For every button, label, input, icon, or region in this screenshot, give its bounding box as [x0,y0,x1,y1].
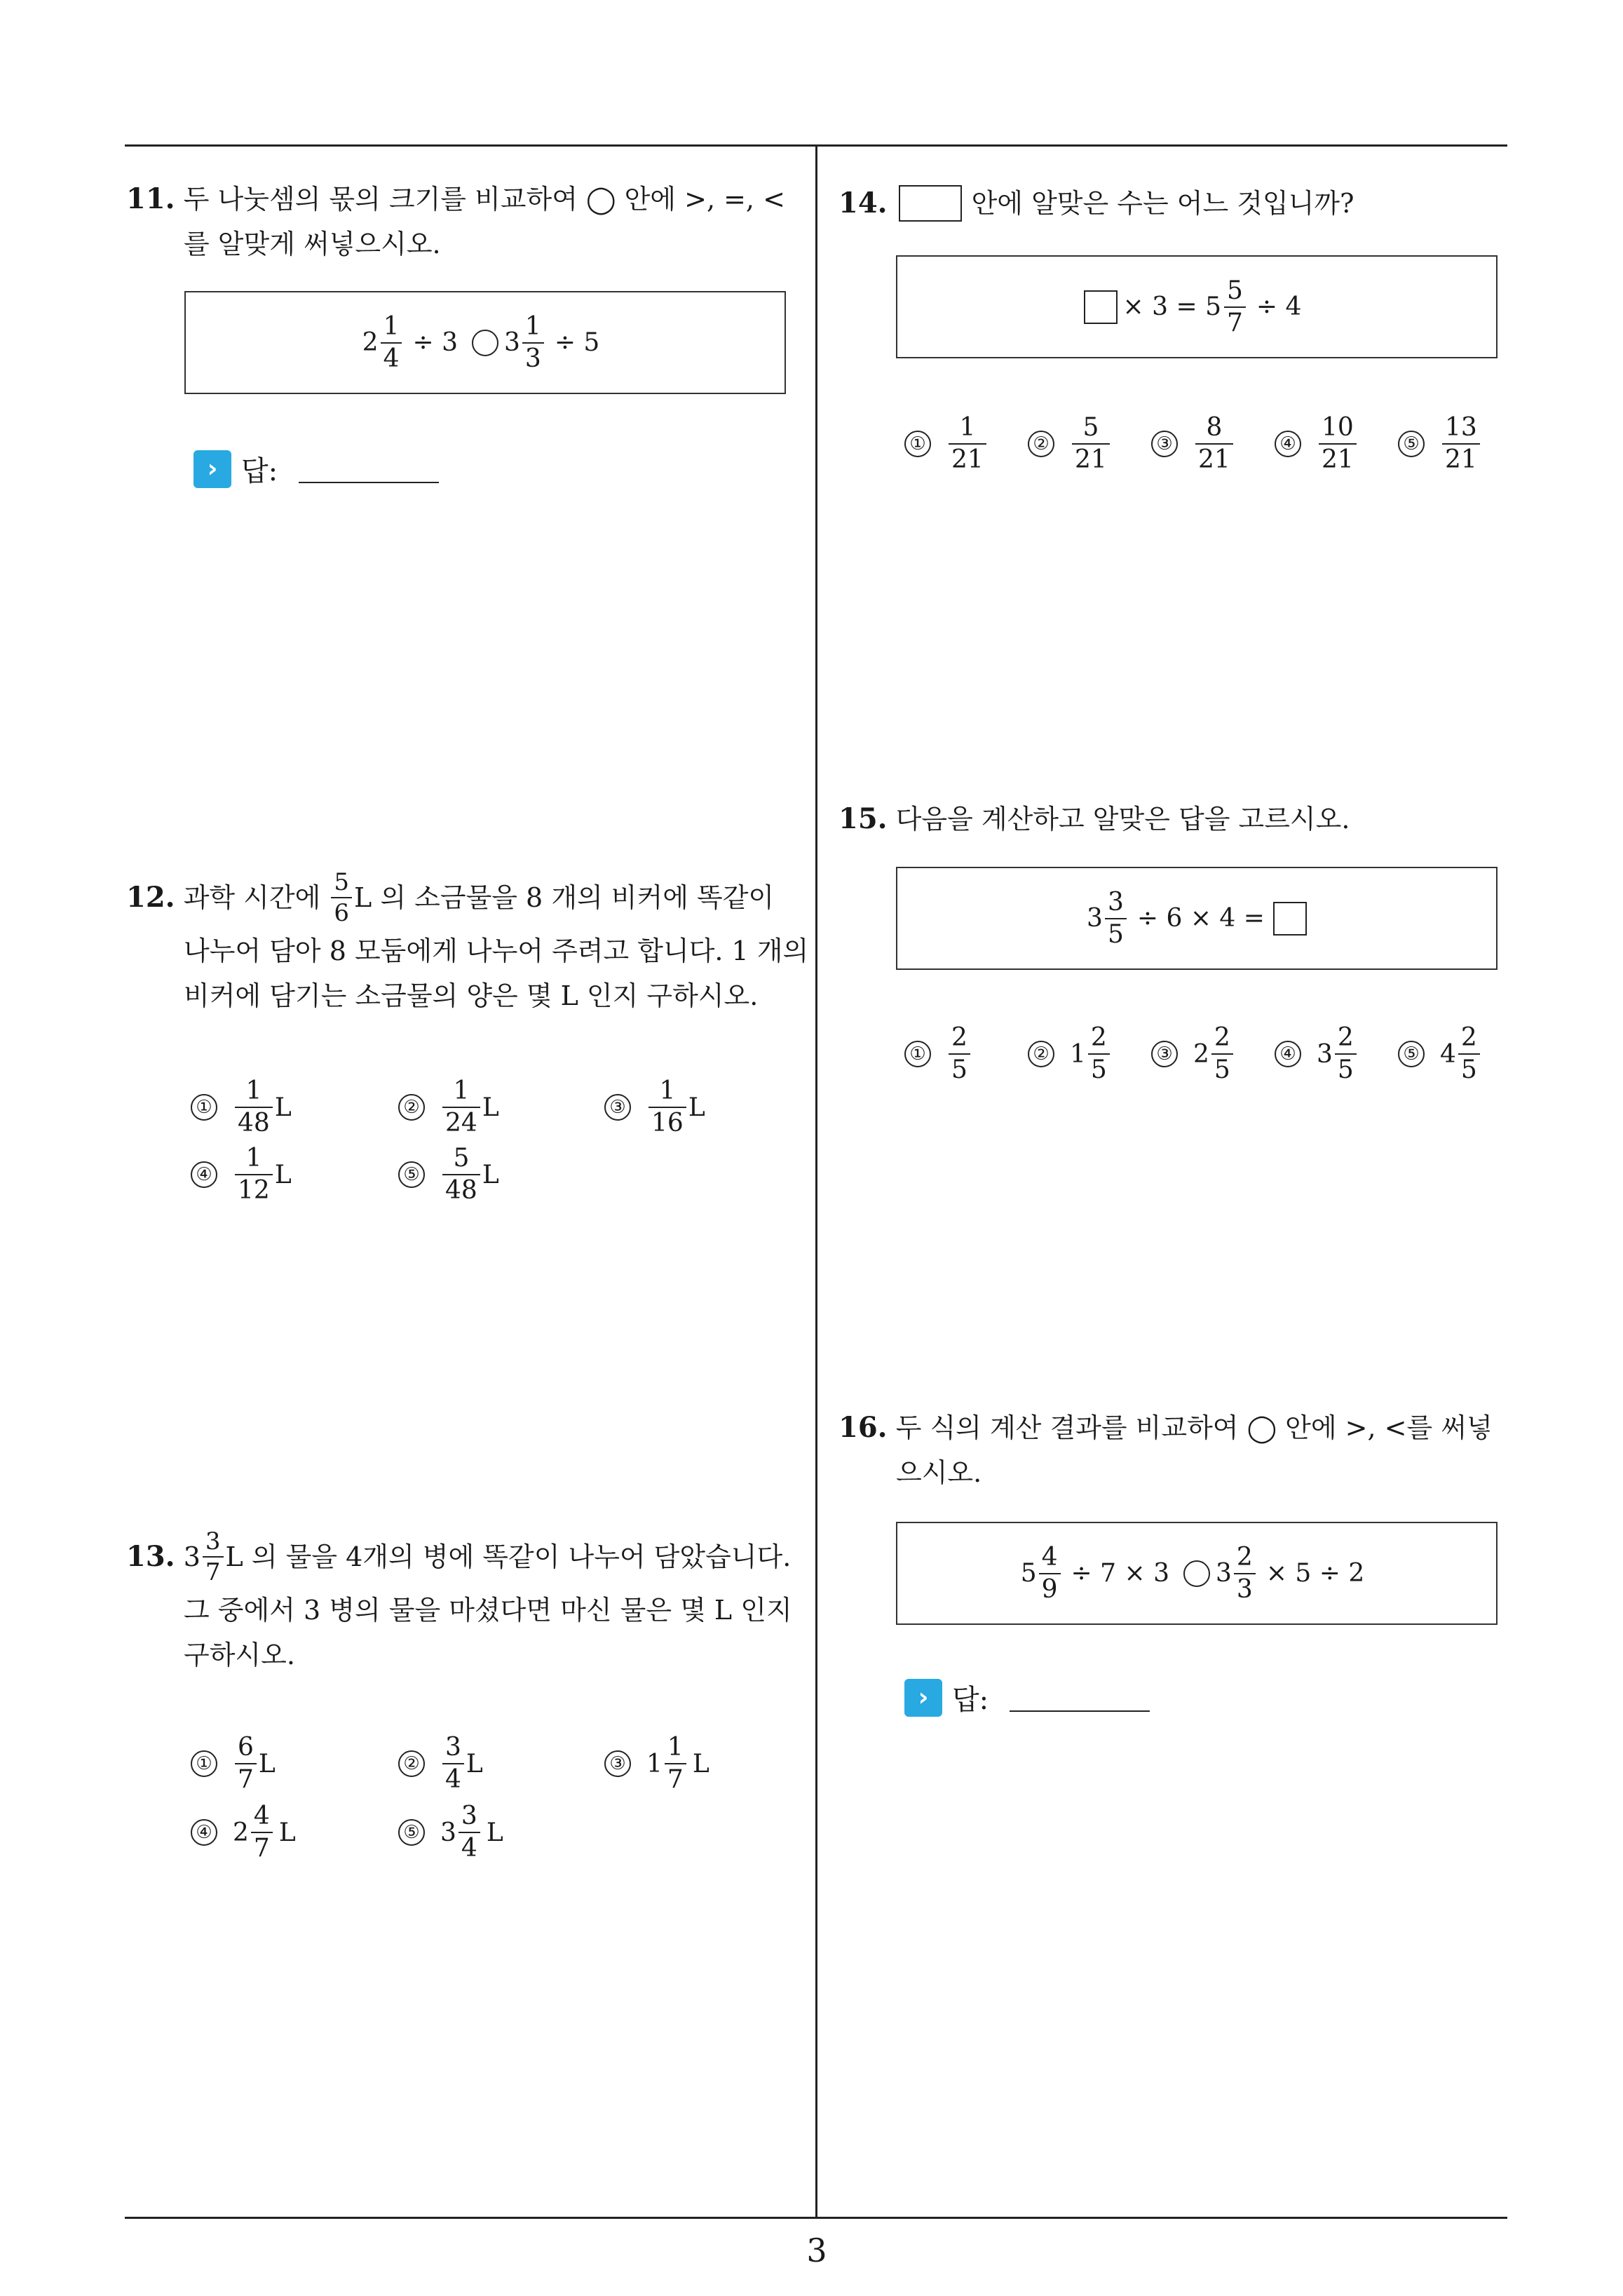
whole-number: 3 [504,328,520,357]
operator: ÷ 5 [554,328,600,357]
choice-4[interactable]: ④ $\frac{1}{12}$ L [191,1146,292,1203]
operator: ÷ 7 × 3 [1071,1559,1169,1588]
question-text: 비커에 담기는 소금물의 양은 몇 L 인지 구하시오. [184,980,759,1011]
choice-mark: ② [1028,1041,1054,1067]
choice-5[interactable]: ⑤ 4 $\frac{2}{5}$ [1398,1025,1482,1083]
fraction: $\frac{5}{7}$ [1224,278,1246,336]
answer-label: 답: [952,1684,989,1716]
choice-3[interactable]: ③ 1 $\frac{1}{7}$ L [604,1735,709,1792]
choice-mark: ① [904,431,931,457]
fraction: $\frac{5}{6}$ [331,870,352,925]
question-text: 나누어 담아 8 모둠에게 나누어 주려고 합니다. 1 개의 [184,936,809,966]
question-text: 구하시오. [184,1640,295,1670]
choice-2[interactable]: ② $\frac{5}{21}$ [1028,415,1112,473]
compare-circle[interactable] [1183,1560,1210,1587]
fraction: $\frac{1}{3}$ [522,314,544,372]
page-number: 3 [806,2231,827,2269]
operator: × 3 = 5 [1122,292,1222,321]
question-number: 11. [126,182,175,215]
choice-mark: ⑤ [1398,1041,1425,1067]
question-text: 다음을 계산하고 알맞은 답을 고르시오. [895,804,1350,835]
choice-2[interactable]: ② $\frac{3}{4}$ L [398,1735,483,1792]
answer-blank[interactable] [299,455,439,483]
choice-mark: ② [398,1094,425,1121]
whole-number: 3 [1087,904,1103,933]
choice-mark: ③ [1151,1041,1178,1067]
question-text: L 의 소금물을 8 개의 비커에 똑같이 [354,882,775,913]
question-text: 으시오. [896,1457,982,1488]
choice-1[interactable]: ① $\frac{6}{7}$ L [191,1735,276,1792]
choice-mark: ② [1028,431,1054,457]
fraction: $\frac{1}{4}$ [381,314,402,372]
question-number: 15. [838,802,888,835]
chevron-right-icon: › [193,450,231,488]
choice-4[interactable]: ④ $\frac{10}{21}$ [1275,415,1359,473]
answer-label: 답: [241,455,278,487]
question-text: L 의 물을 4개의 병에 똑같이 나누어 담았습니다. [225,1541,792,1572]
choice-mark: ① [191,1750,217,1777]
operator: × 5 ÷ 2 [1265,1559,1365,1588]
question-number: 12. [126,881,175,914]
choice-mark: ④ [191,1161,217,1188]
choice-mark: ⑤ [1398,431,1425,457]
choice-mark: ④ [191,1819,217,1846]
choice-mark: ③ [604,1094,631,1121]
expression-box [896,255,1498,358]
question-16 [838,1405,1512,1495]
choice-5[interactable]: ⑤ $\frac{5}{48}$ L [398,1146,499,1203]
choice-mark: ⑤ [398,1161,425,1188]
answer-square [1084,290,1118,324]
whole-number: 2 [362,328,379,357]
whole-number: 3 [1216,1559,1232,1588]
choice-1[interactable]: ① $\frac{1}{48}$ L [191,1079,292,1136]
choice-4[interactable]: ④ 3 $\frac{2}{5}$ [1275,1025,1359,1083]
operator: ÷ 3 [412,328,458,357]
choice-2[interactable]: ② $\frac{1}{24}$ L [398,1079,499,1136]
choice-mark: ③ [604,1750,631,1777]
compare-circle[interactable] [472,330,498,356]
expression-box [896,1522,1498,1625]
choice-3[interactable]: ③ $\frac{1}{16}$ L [604,1079,705,1136]
choice-3[interactable]: ③ $\frac{8}{21}$ [1151,415,1235,473]
choice-mark: ② [398,1750,425,1777]
blank-box [899,185,962,222]
choice-mark: ③ [1151,431,1178,457]
question-14 [838,181,1498,226]
question-text: 과학 시간에 [183,882,321,913]
fraction: $\frac{4}{9}$ [1039,1545,1061,1602]
question-text: 두 나눗셈의 몫의 크기를 비교하여 ◯ 안에 >, =, < [183,184,785,215]
answer-square [1273,902,1307,936]
question-number: 13. [126,1540,175,1573]
question-number: 16. [838,1411,888,1444]
choice-mark: ① [191,1094,217,1121]
fraction: $\frac{3}{7}$ [203,1529,224,1584]
choice-3[interactable]: ③ 2 $\frac{2}{5}$ [1151,1025,1235,1083]
expression-box [896,867,1498,970]
whole-number: 3 [183,1541,201,1572]
bottom-rule [125,2217,1507,2219]
question-text: 그 중에서 3 병의 물을 마셨다면 마신 물은 몇 L 인지 [184,1595,792,1626]
fraction: $\frac{2}{3}$ [1234,1545,1256,1602]
question-number: 14. [838,187,888,220]
operator: ÷ 4 [1256,292,1302,321]
choice-mark: ④ [1275,431,1301,457]
choice-mark: ④ [1275,1041,1301,1067]
answer-blank[interactable] [1010,1684,1150,1712]
question-12 [126,868,809,1018]
expression-box [184,291,786,394]
choice-5[interactable]: ⑤ 3 $\frac{3}{4}$ L [398,1804,503,1861]
question-11 [126,177,799,266]
fraction: $\frac{3}{5}$ [1105,890,1127,947]
question-text: 안에 알맞은 수는 어느 것입니까? [971,188,1354,219]
whole-number: 5 [1020,1559,1037,1588]
chevron-right-icon: › [904,1679,942,1717]
choice-mark: ① [904,1041,931,1067]
question-text: 두 식의 계산 결과를 비교하여 ◯ 안에 >, <를 써넣 [895,1412,1493,1443]
choice-5[interactable]: ⑤ $\frac{13}{21}$ [1398,415,1482,473]
choice-1[interactable]: ① $\frac{1}{21}$ [904,415,989,473]
choice-4[interactable]: ④ 2 $\frac{4}{7}$ L [191,1804,296,1861]
column-divider [815,144,817,2219]
choice-2[interactable]: ② 1 $\frac{2}{5}$ [1028,1025,1112,1083]
answer-row [193,449,439,489]
question-text: 를 알맞게 써넣으시오. [184,229,441,259]
operator: ÷ 6 × 4 = [1136,904,1265,933]
choice-mark: ⑤ [398,1819,425,1846]
answer-row [904,1677,1150,1717]
question-15 [838,797,1498,842]
question-13 [126,1529,806,1677]
choice-1[interactable]: ① $\frac{2}{5}$ [904,1025,972,1083]
